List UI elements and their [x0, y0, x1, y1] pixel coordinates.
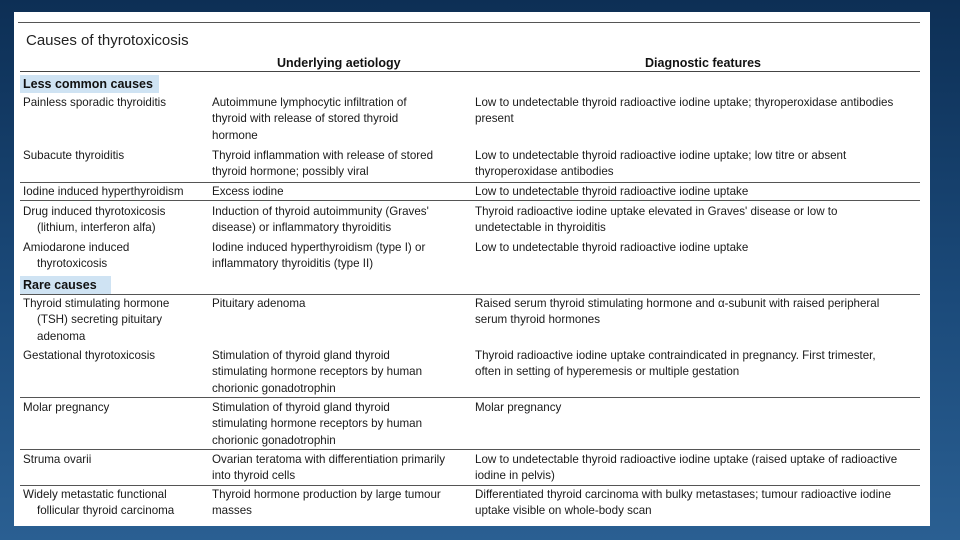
- cause-gestational: Gestational thyrotoxicosis: [23, 349, 156, 362]
- row-divider: [20, 182, 920, 183]
- aetiology-iodine-induced: Excess iodine: [212, 185, 284, 198]
- column-header-diagnostic: Diagnostic features: [645, 56, 762, 70]
- aetiology-molar-pregnancy: Stimulation of thyroid gland thyroid stimulating hormone receptors by human chorionic gonadotrophin: [212, 401, 423, 447]
- cause-struma-ovarii: Struma ovarii: [23, 453, 92, 466]
- cause-molar-pregnancy: Molar pregnancy: [23, 401, 110, 414]
- features-metastatic-carcinoma: Differentiated thyroid carcinoma with bulky metastases; tumour radioactive iodine uptake visible on whole-body scan: [475, 488, 892, 518]
- section-less-common: Less common causes: [20, 75, 159, 93]
- table-title: Causes of thyrotoxicosis: [26, 32, 189, 49]
- aetiology-drug-induced: Induction of thyroid autoimmunity (Graves' disease) or inflammatory thyroiditis: [212, 205, 429, 235]
- aetiology-metastatic-carcinoma: Thyroid hormone production by large tumour masses: [212, 488, 441, 518]
- header-rule: [20, 71, 920, 72]
- features-amiodarone: Low to undetectable thyroid radioactive iodine uptake: [475, 241, 749, 254]
- row-divider: [20, 294, 920, 295]
- features-subacute-thyroiditis: Low to undetectable thyroid radioactive iodine uptake; low titre or absent thyroperoxidase antibodies: [475, 149, 847, 179]
- row-divider: [20, 200, 920, 201]
- aetiology-painless-thyroiditis: Autoimmune lymphocytic infiltration of thyroid with release of stored thyroid hormone: [212, 96, 407, 142]
- aetiology-subacute-thyroiditis: Thyroid inflammation with release of stored thyroid hormone; possibly viral: [212, 149, 434, 179]
- row-divider: [20, 449, 920, 450]
- features-tsh-adenoma: Raised serum thyroid stimulating hormone and α-subunit with raised peripheral serum thyroid hormones: [475, 297, 880, 327]
- cause-amiodarone: Amiodarone induced thyrotoxicosis: [23, 241, 130, 271]
- row-divider: [20, 485, 920, 486]
- aetiology-amiodarone: Iodine induced hyperthyroidism (type I) or inflammatory thyroiditis (type II): [212, 241, 426, 271]
- section-rare: Rare causes: [20, 276, 111, 294]
- slide: [14, 12, 930, 526]
- cause-tsh-adenoma: Thyroid stimulating hormone (TSH) secreting pituitary adenoma: [23, 297, 170, 343]
- features-drug-induced: Thyroid radioactive iodine uptake elevated in Graves' disease or low to undetectable in thyroiditis: [475, 205, 838, 235]
- cause-metastatic-carcinoma: Widely metastatic functional follicular thyroid carcinoma: [23, 488, 175, 518]
- features-iodine-induced: Low to undetectable thyroid radioactive iodine uptake: [475, 185, 749, 198]
- row-divider: [20, 397, 920, 398]
- features-molar-pregnancy: Molar pregnancy: [475, 401, 562, 414]
- cause-subacute-thyroiditis: Subacute thyroiditis: [23, 149, 125, 162]
- column-header-aetiology: Underlying aetiology: [277, 56, 401, 70]
- aetiology-tsh-adenoma: Pituitary adenoma: [212, 297, 306, 310]
- aetiology-struma-ovarii: Ovarian teratoma with differentiation primarily into thyroid cells: [212, 453, 446, 483]
- features-gestational: Thyroid radioactive iodine uptake contraindicated in pregnancy. First trimester, often in setting of hyperemesis or multiple gestation: [475, 349, 876, 379]
- cause-drug-induced: Drug induced thyrotoxicosis (lithium, interferon alfa): [23, 205, 166, 235]
- cause-painless-thyroiditis: Painless sporadic thyroiditis: [23, 96, 167, 109]
- aetiology-gestational: Stimulation of thyroid gland thyroid stimulating hormone receptors by human chorionic gonadotrophin: [212, 349, 423, 395]
- features-struma-ovarii: Low to undetectable thyroid radioactive iodine uptake (raised uptake of radioactive iodine in pelvis): [475, 453, 898, 483]
- features-painless-thyroiditis: Low to undetectable thyroid radioactive iodine uptake; thyroperoxidase antibodies present: [475, 96, 894, 126]
- top-rule: [18, 22, 920, 23]
- cause-iodine-induced: Iodine induced hyperthyroidism: [23, 185, 184, 198]
